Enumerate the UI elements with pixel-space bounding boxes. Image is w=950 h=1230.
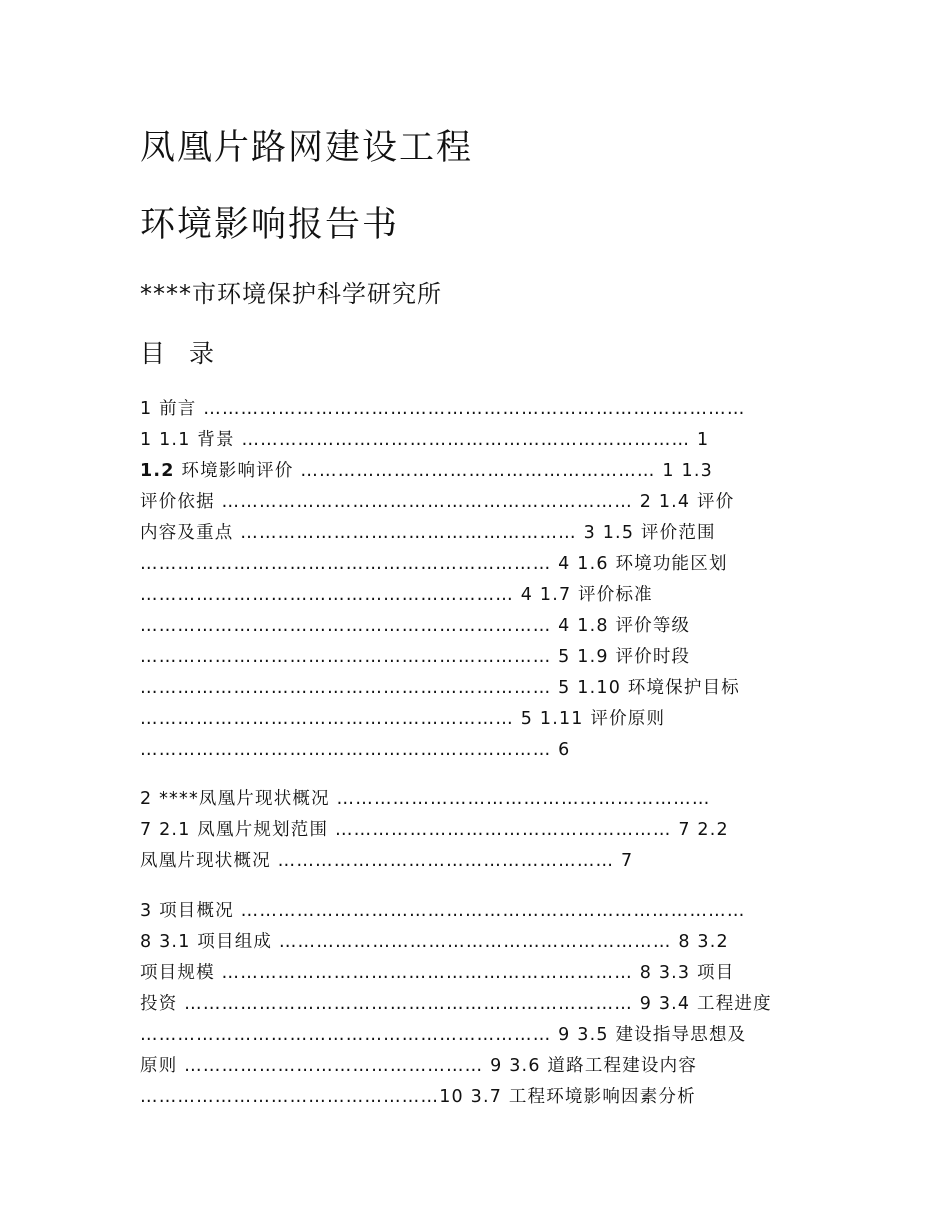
toc-line: ………………………………………………………… 9 3.5 建设指导思想及: [140, 1025, 747, 1045]
toc-line: [140, 456, 812, 487]
toc-line: 8 3.1 项目组成 ……………………………………………………… 8 3.2: [140, 932, 729, 952]
organization-name: ****市环境保护科学研究所: [140, 280, 442, 308]
toc-line: 凤凰片现状概况 ……………………………………………… 7: [140, 851, 634, 871]
toc-line: 项目规模 ………………………………………………………… 8 3.3 项目: [140, 963, 735, 983]
toc-line: ………………………………………………………… 4 1.8 评价等级: [140, 616, 691, 636]
toc-line: 7 2.1 凤凰片规划范围 ……………………………………………… 7 2.2: [140, 820, 729, 840]
toc-line: 1 前言 ……………………………………………………………………………: [140, 399, 746, 419]
toc-line: ………………………………………………………… 5 1.9 评价时段: [140, 647, 691, 667]
report-title-line1: 凤凰片路网建设工程: [140, 128, 474, 168]
toc-section-2: [140, 784, 812, 877]
toc-line: 1 1.1 背景 ……………………………………………………………… 1: [140, 430, 710, 450]
toc-bold-number: 1.2: [140, 461, 175, 481]
toc-line: ………………………………………………………… 4 1.6 环境功能区划: [140, 554, 728, 574]
toc-section-1: [140, 394, 812, 766]
toc-heading: 目 录: [140, 339, 222, 368]
toc-section-3: [140, 896, 812, 1113]
toc-line: …………………………………………………… 4 1.7 评价标准: [140, 585, 653, 605]
toc-line: 投资 ……………………………………………………………… 9 3.4 工程进度: [140, 994, 772, 1014]
toc-line: 内容及重点 ……………………………………………… 3 1.5 评价范围: [140, 523, 716, 543]
toc-line: …………………………………………10 3.7 工程环境影响因素分析: [140, 1087, 696, 1107]
toc-line: 原则 ………………………………………… 9 3.6 道路工程建设内容: [140, 1056, 698, 1076]
toc-line: 3 项目概况 ………………………………………………………………………: [140, 901, 746, 921]
toc-line: ………………………………………………………… 5 1.10 环境保护目标: [140, 678, 740, 698]
toc-line-rest: 环境影响评价 ………………………………………………… 1 1.3: [174, 461, 713, 481]
toc-line: …………………………………………………… 5 1.11 评价原则: [140, 709, 666, 729]
toc-line: ………………………………………………………… 6: [140, 740, 571, 760]
toc-line: 评价依据 ………………………………………………………… 2 1.4 评价: [140, 492, 735, 512]
toc-line: 2 ****凤凰片现状概况 ……………………………………………………: [140, 789, 711, 809]
report-title-line2: 环境影响报告书: [140, 205, 400, 245]
